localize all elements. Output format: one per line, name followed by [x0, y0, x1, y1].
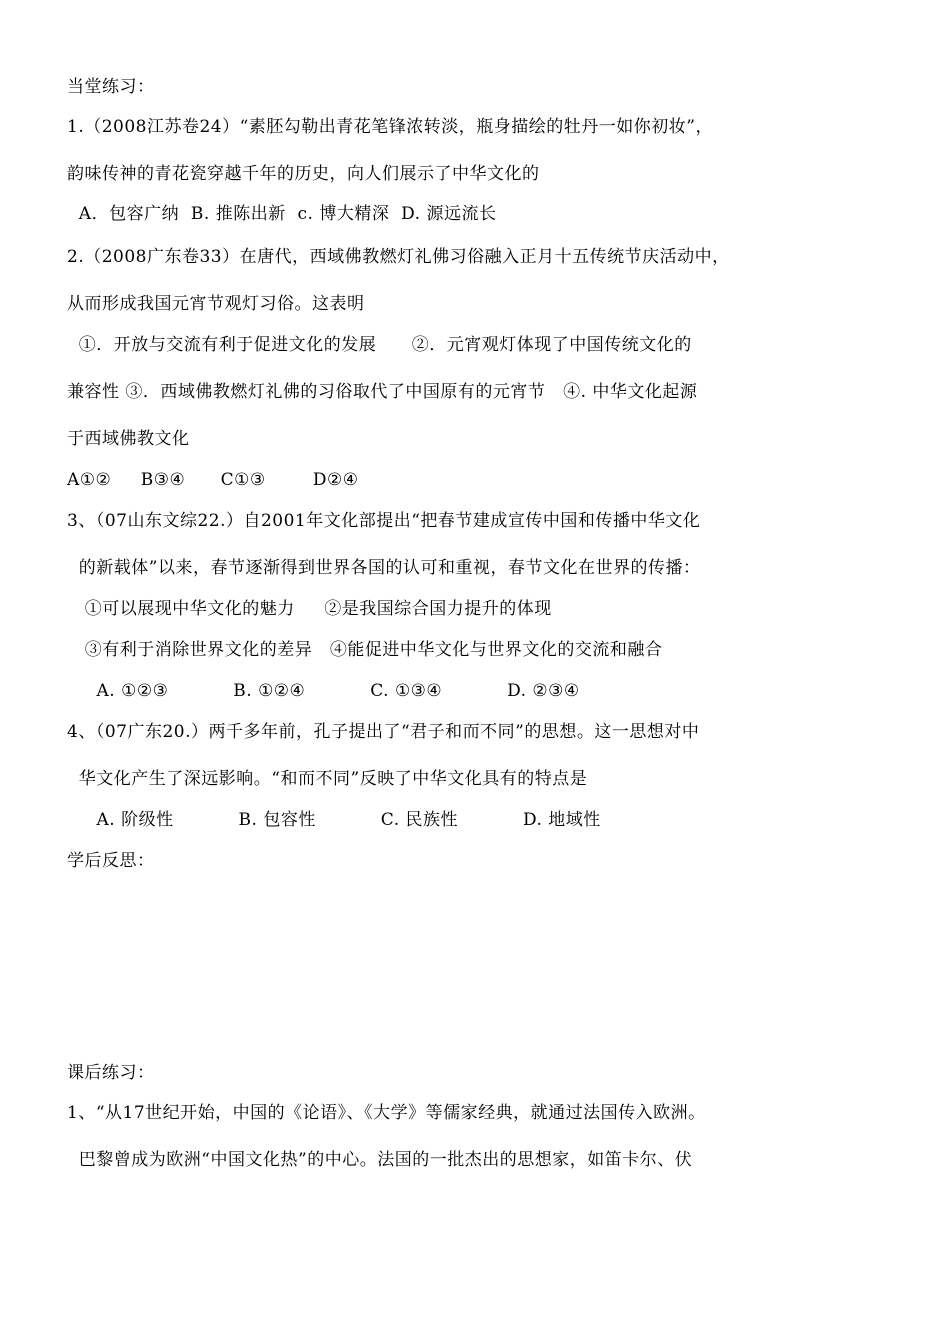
- section-heading-in-class: 当堂练习：: [67, 77, 155, 97]
- q4-stem-line-2: 华文化产生了深远影响。“和而不同”反映了中华文化具有的特点是: [67, 769, 588, 789]
- q2-statements-line-2: 兼容性 ③．西域佛教燃灯礼佛的习俗取代了中国原有的元宵节 ④. 中华文化起源: [67, 382, 698, 402]
- q2-statements-line-3: 于西域佛教文化: [67, 429, 190, 449]
- q4-stem-line-1: 4、（07广东20.）两千多年前，孔子提出了“君子和而不同”的思想。这一思想对中: [67, 722, 700, 742]
- q3-statements-line-1: ①可以展现中华文化的魅力 ②是我国综合国力提升的体现: [67, 599, 552, 619]
- after-q1-line-1: 1、“从17世纪开始，中国的《论语》、《大学》等儒家经典，就通过法国传入欧洲。: [67, 1103, 706, 1123]
- q2-stem-line-2: 从而形成我国元宵节观灯习俗。这表明: [67, 294, 365, 314]
- q4-options: A. 阶级性 B. 包容性 C. 民族性 D. 地域性: [67, 810, 601, 830]
- after-q1-line-2: 巴黎曾成为欧洲“中国文化热”的中心。法国的一批杰出的思想家，如笛卡尔、伏: [67, 1150, 693, 1170]
- q1-options: A．包容广纳 B. 推陈出新 c. 博大精深 D. 源远流长: [67, 204, 497, 224]
- q2-stem-line-1: 2.（2008广东卷33）在唐代，西域佛教燃灯礼佛习俗融入正月十五传统节庆活动中，: [67, 247, 730, 267]
- q2-statements-line-1: ①．开放与交流有利于促进文化的发展 ②．元宵观灯体现了中国传统文化的: [67, 335, 692, 355]
- q3-statements-line-2: ③有利于消除世界文化的差异 ④能促进中华文化与世界文化的交流和融合: [67, 640, 663, 660]
- section-heading-after-class: 课后练习：: [67, 1063, 155, 1083]
- q3-options: A. ①②③ B. ①②④ C. ①③④ D. ②③④: [67, 681, 580, 701]
- q1-stem-line-1: 1.（2008江苏卷24）“素胚勾勒出青花笔锋浓转淡，瓶身描绘的牡丹一如你初妆”，: [67, 117, 713, 137]
- q3-stem-line-2: 的新载体”以来，春节逐渐得到世界各国的认可和重视，春节文化在世界的传播：: [67, 558, 701, 578]
- q1-stem-line-2: 韵味传神的青花瓷穿越千年的历史，向人们展示了中华文化的: [67, 164, 540, 184]
- section-heading-reflection: 学后反思：: [67, 851, 155, 871]
- q3-stem-line-1: 3、（07山东文综22.）自2001年文化部提出“把春节建成宣传中国和传播中华文化: [67, 511, 701, 531]
- q2-options: A①② B③④ C①③ D②④: [67, 470, 359, 490]
